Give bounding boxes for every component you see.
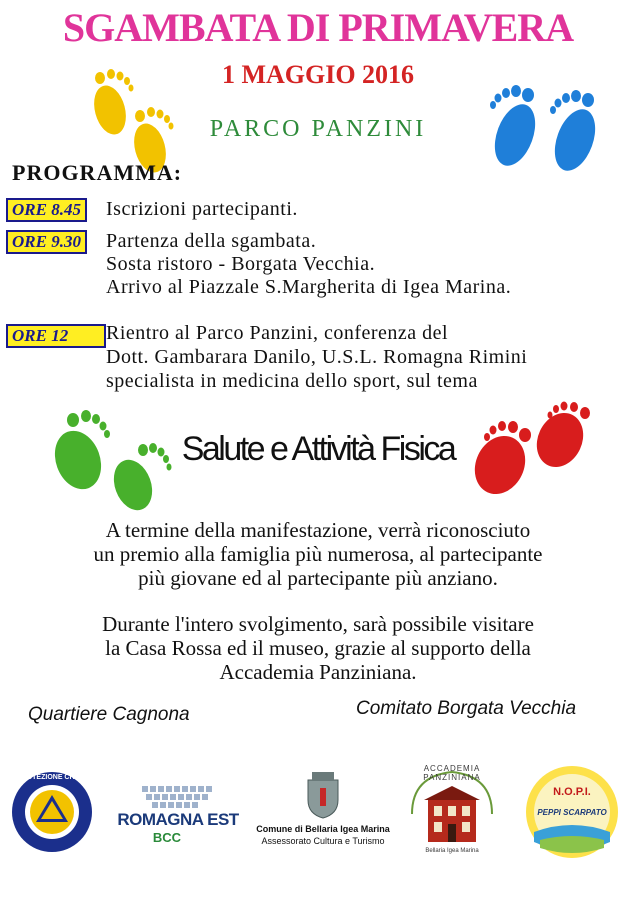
visit-paragraph-line: la Casa Rossa ed il museo, grazie al supporto della (105, 636, 531, 660)
program-line: Partenza della sgambata. (106, 230, 317, 252)
time-badge-1: ORE 8.45 (6, 198, 87, 222)
visit-paragraph-line: Accademia Panziniana. (219, 660, 417, 684)
theme-title: Salute e Attività Fisica (181, 430, 455, 468)
visit-paragraph-line: Durante l'intero svolgimento, sarà possibile visitare (102, 612, 534, 636)
civil-protection-emblem-icon (10, 770, 94, 854)
romagna-est-name: ROMAGNA EST (117, 810, 239, 829)
romagna-est-sub: BCC (152, 830, 182, 845)
coat-of-arms-icon (302, 770, 344, 820)
accademia-logo (398, 764, 506, 860)
nopi-logo (522, 762, 622, 858)
organizer-right: Comitato Borgata Vecchia (356, 698, 577, 719)
program-line: Iscrizioni partecipanti. (106, 198, 298, 220)
accademia-arc-text: ACCADEMIA PANZINIANA (423, 764, 481, 782)
prize-paragraph-line: un premio alla famiglia più numerosa, al partecipante (93, 542, 543, 566)
comune-logo (248, 770, 398, 856)
program-line: Sosta ristoro - Borgata Vecchia. (106, 253, 376, 275)
prize-paragraph-line: più giovane ed al partecipante più anziano. (138, 566, 498, 590)
program-heading: PROGRAMMA: (12, 160, 183, 185)
program-line: Dott. Gambarara Danilo, U.S.L. Romagna Rimini (106, 346, 528, 368)
program-line: Arrivo al Piazzale S.Margherita di Igea Marina. (106, 276, 512, 298)
protezione-civile-label: PROTEZIONE CIVILE (16, 774, 87, 781)
organizer-left: Quartiere Cagnona (28, 704, 190, 725)
bank-grid-icon (112, 776, 244, 810)
blue-footprints-icon (470, 55, 620, 195)
time-badge-2: ORE 9.30 (6, 230, 87, 254)
nopi-name: N.O.P.I. (553, 786, 591, 798)
protezione-civile-logo (10, 770, 94, 854)
time-badge-3: ORE 12 (6, 324, 106, 348)
event-date: 1 MAGGIO 2016 (221, 60, 415, 89)
program-line: specialista in medicina dello sport, sul tema (106, 370, 478, 392)
comune-name: Comune di Bellaria Igea Marina (256, 824, 390, 834)
event-place: PARCO PANZINI (209, 116, 427, 142)
program-line: Rientro al Parco Panzini, conferenza del (106, 322, 449, 344)
nopi-sub: PEPPI SCARPATO (537, 808, 607, 817)
comune-sub: Assessorato Cultura e Turismo (261, 836, 385, 846)
accademia-bottom-text: Bellaria Igea Marina (425, 848, 479, 854)
event-title: SGAMBATA DI PRIMAVERA (62, 5, 574, 50)
romagna-est-logo (112, 776, 244, 852)
prize-paragraph-line: A termine della manifestazione, verrà riconosciuto (105, 518, 531, 542)
